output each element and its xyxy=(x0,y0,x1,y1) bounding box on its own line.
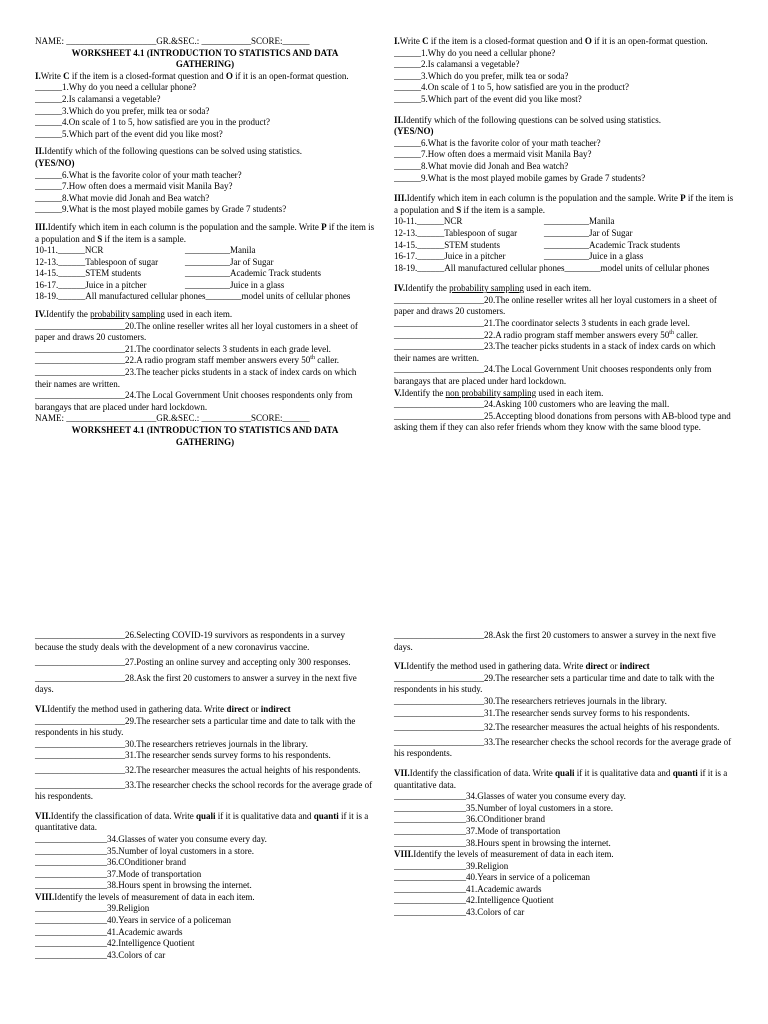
part2-item: ______9.What is the most played mobile games by Grade 7 students? xyxy=(394,172,646,183)
part4-item: ____________________23.The teacher picks students in a stack of index cards on which their names are written. xyxy=(394,341,716,363)
part6-item: ____________________30.The researchers retrieves journals in the library. xyxy=(394,695,667,706)
worksheet-title-line2: GATHERING) xyxy=(175,59,235,70)
part8-item: ________________43.Colors of car xyxy=(35,949,166,960)
part1-item: ______4.On scale of 1 to 5, how satisfied are you in the product? xyxy=(394,82,629,93)
part3-instruction: III.Identify which item in each column is the population and the sample. Write P if the item is a population and S if the item is a sample. xyxy=(394,193,734,215)
part2-item: ______8.What movie did Jonah and Bea watch? xyxy=(394,160,569,171)
name-line: NAME: ____________________GR.&SEC.: ___________SCORE:______ xyxy=(35,36,310,46)
part5-instruction: V.Identify the non probability sampling used in each item. xyxy=(394,387,604,398)
part7-item: ________________37.Mode of transportation xyxy=(394,825,561,836)
part3-row: 12-13.______Tablespoon of sugar __________Jar of Sugar xyxy=(35,256,274,267)
part8-item: ________________42.Intelligence Quotient xyxy=(35,938,195,949)
part1-item: ______2.Is calamansi a vegetable? xyxy=(35,93,161,104)
part7-item: ________________38.Hours spent in browsing the internet. xyxy=(394,837,611,848)
part3-row: 14-15.______STEM students __________Academic Track students xyxy=(394,239,680,250)
part6-item: ____________________31.The researcher sends survey forms to his respondents. xyxy=(394,707,690,718)
part6-item: ____________________30.The researchers retrieves journals in the library. xyxy=(35,738,308,749)
part7-item: ________________36.COnditioner brand xyxy=(394,814,545,825)
part8-item: ________________41.Academic awards xyxy=(394,883,542,894)
part1-instruction: I.Write C if the item is a closed-format question and O if it is an open-format question. xyxy=(35,70,349,81)
part3-row: 10-11.______NCR __________Manila xyxy=(35,245,256,256)
part3-row: 12-13.______Tablespoon of sugar __________Jar of Sugar xyxy=(394,227,633,238)
part5-item: ____________________26.Selecting COVID-19 survivors as respondents in a survey because the study deals with the development of a new coronavirus vaccine. xyxy=(35,630,345,652)
part7-instruction: VII.Identify the classification of data. Write quali if it is qualitative data and quanti if it is a quantitative data. xyxy=(394,767,728,790)
part2-item: ______8.What movie did Jonah and Bea watch? xyxy=(35,192,210,203)
part3-row: 14-15.______STEM students __________Academic Track students xyxy=(35,268,321,279)
part7-item: ________________36.COnditioner brand xyxy=(35,857,186,868)
part3-last-row: 18-19.______All manufactured cellular phones________model units of cellular phones xyxy=(394,262,710,273)
part4-instruction: IV.Identify the probability sampling used in each item. xyxy=(394,283,592,294)
top-left-worksheet xyxy=(35,36,375,448)
worksheet-title-line1: WORKSHEET 4.1 (INTRODUCTION TO STATISTICS AND DATA xyxy=(71,425,339,435)
part8-item: ________________39.Religion xyxy=(394,860,509,871)
part2-yesno: (YES/NO) xyxy=(35,157,75,168)
part7-item: ________________35.Number of loyal customers in a store. xyxy=(35,845,254,856)
part4-item: ____________________22.A radio program staff member answers every 50th caller. xyxy=(394,329,698,340)
bottom-right-worksheet xyxy=(394,630,734,919)
part4-instruction: IV.Identify the probability sampling used in each item. xyxy=(35,309,233,320)
part3-row: 16-17.______Juice in a pitcher __________Juice in a glass xyxy=(35,279,285,290)
part6-item: ____________________33.The researcher checks the school records for the average grade of his respondents. xyxy=(394,736,732,759)
part6-item: ____________________29.The researcher sets a particular time and date to talk with the respondents in his study. xyxy=(35,715,356,738)
part5-item: ____________________27.Posting an online survey and accepting only 300 responses. xyxy=(35,657,351,668)
part7-item: ________________34.Glasses of water you consume every day. xyxy=(35,833,267,844)
part4-item: ____________________23.The teacher picks students in a stack of index cards on which their names are written. xyxy=(35,367,357,389)
part3-row: 10-11.______NCR __________Manila xyxy=(394,216,615,227)
name-line: NAME: ____________________GR.&SEC.: ___________SCORE:______ xyxy=(35,413,310,424)
part2-item: ______9.What is the most played mobile games by Grade 7 students? xyxy=(35,204,287,215)
part4-item: ____________________20.The online reseller writes all her loyal customers in a sheet of paper and draws 20 customers. xyxy=(394,294,717,317)
part2-item: ______6.What is the favorite color of your math teacher? xyxy=(394,137,601,148)
part2-item: ______7.How often does a mermaid visit Manila Bay? xyxy=(394,149,592,160)
part1-item: ______5.Which part of the event did you like most? xyxy=(35,128,223,139)
part2-item: ______7.How often does a mermaid visit Manila Bay? xyxy=(35,181,233,192)
part6-instruction: VI.Identify the method used in gathering data. Write direct or indirect xyxy=(35,703,291,714)
part7-item: ________________38.Hours spent in browsing the internet. xyxy=(35,880,252,891)
part4-item: ____________________21.The coordinator selects 3 students in each grade level. xyxy=(394,318,690,329)
part5-item: ____________________28.Ask the first 20 customers to answer a survey in the next five days. xyxy=(394,630,716,652)
part8-item: ________________42.Intelligence Quotient xyxy=(394,895,554,906)
part6-item: ____________________32.The researcher measures the actual heights of his respondents. xyxy=(35,764,361,775)
part1-item: ______3.Which do you prefer, milk tea or soda? xyxy=(35,105,210,116)
part3-last-row: 18-19.______All manufactured cellular phones________model units of cellular phones xyxy=(35,291,351,302)
part8-instruction: VIII.Identify the levels of measurement of data in each item. xyxy=(394,849,614,860)
part1-item: ______2.Is calamansi a vegetable? xyxy=(394,59,520,70)
part1-item: ______4.On scale of 1 to 5, how satisfied are you in the product? xyxy=(35,117,270,128)
part6-instruction: VI.Identify the method used in gathering data. Write direct or indirect xyxy=(394,661,650,672)
part6-item: ____________________32.The researcher measures the actual heights of his respondents. xyxy=(394,722,720,733)
part8-item: ________________43.Colors of car xyxy=(394,907,525,918)
top-right-worksheet xyxy=(394,36,734,434)
part8-instruction: VIII.Identify the levels of measurement of data in each item. xyxy=(35,891,255,902)
part4-item: ____________________24.The Local Government Unit chooses respondents only from barangays that are placed under hard lockdown. xyxy=(35,390,353,412)
part8-item: ________________39.Religion xyxy=(35,903,150,914)
part7-instruction: VII.Identify the classification of data. Write quali if it is qualitative data and quanti if it is a quantitative data. xyxy=(35,810,369,833)
part4-item: ____________________21.The coordinator selects 3 students in each grade level. xyxy=(35,343,331,354)
part8-item: ________________40.Years in service of a policeman xyxy=(35,915,232,926)
part5-item: ____________________24.Asking 100 customers who are leaving the mall. xyxy=(394,399,670,410)
part5-item: ____________________28.Ask the first 20 customers to answer a survey in the next five days. xyxy=(35,672,357,695)
part2-instruction: II.Identify which of the following questions can be solved using statistics. xyxy=(394,114,661,125)
part6-item: ____________________33.The researcher checks the school records for the average grade of his respondents. xyxy=(35,779,373,802)
part5-item: ____________________25.Accepting blood donations from persons with AB-blood type and asking them if they can also refer friends whom they know with the same blood type. xyxy=(394,410,731,433)
part6-item: ____________________29.The researcher sets a particular time and date to talk with the respondents in his study. xyxy=(394,672,715,695)
worksheet-title-line1: WORKSHEET 4.1 (INTRODUCTION TO STATISTICS AND DATA xyxy=(71,47,339,58)
part2-item: ______6.What is the favorite color of your math teacher? xyxy=(35,169,242,180)
worksheet-title-line2: GATHERING) xyxy=(175,436,235,447)
part4-item: ____________________22.A radio program staff member answers every 50th caller. xyxy=(35,355,339,366)
part4-item: ____________________20.The online reseller writes all her loyal customers in a sheet of paper and draws 20 customers. xyxy=(35,320,358,343)
part1-item: ______5.Which part of the event did you like most? xyxy=(394,93,582,104)
part6-item: ____________________31.The researcher sends survey forms to his respondents. xyxy=(35,750,331,761)
part1-item: ______1.Why do you need a cellular phone? xyxy=(35,82,197,93)
part7-item: ________________34.Glasses of water you consume every day. xyxy=(394,791,626,802)
part1-item: ______3.Which do you prefer, milk tea or soda? xyxy=(394,70,569,81)
part4-item: ____________________24.The Local Government Unit chooses respondents only from barangays that are placed under hard lockdown. xyxy=(394,364,712,387)
part2-instruction: II.Identify which of the following questions can be solved using statistics. xyxy=(35,146,302,157)
part2-yesno: (YES/NO) xyxy=(394,126,434,137)
part8-item: ________________41.Academic awards xyxy=(35,926,183,937)
part3-row: 16-17.______Juice in a pitcher __________Juice in a glass xyxy=(394,251,644,262)
part7-item: ________________37.Mode of transportation xyxy=(35,868,202,879)
part8-item: ________________40.Years in service of a policeman xyxy=(394,872,591,883)
bottom-left-worksheet xyxy=(35,630,375,961)
part1-instruction: I.Write C if the item is a closed-format question and O if it is an open-format question. xyxy=(394,36,708,46)
part3-instruction: III.Identify which item in each column is the population and the sample. Write P if the item is a population and S if the item is a sample. xyxy=(35,221,375,244)
part1-item: ______1.Why do you need a cellular phone? xyxy=(394,47,556,58)
part7-item: ________________35.Number of loyal customers in a store. xyxy=(394,802,613,813)
